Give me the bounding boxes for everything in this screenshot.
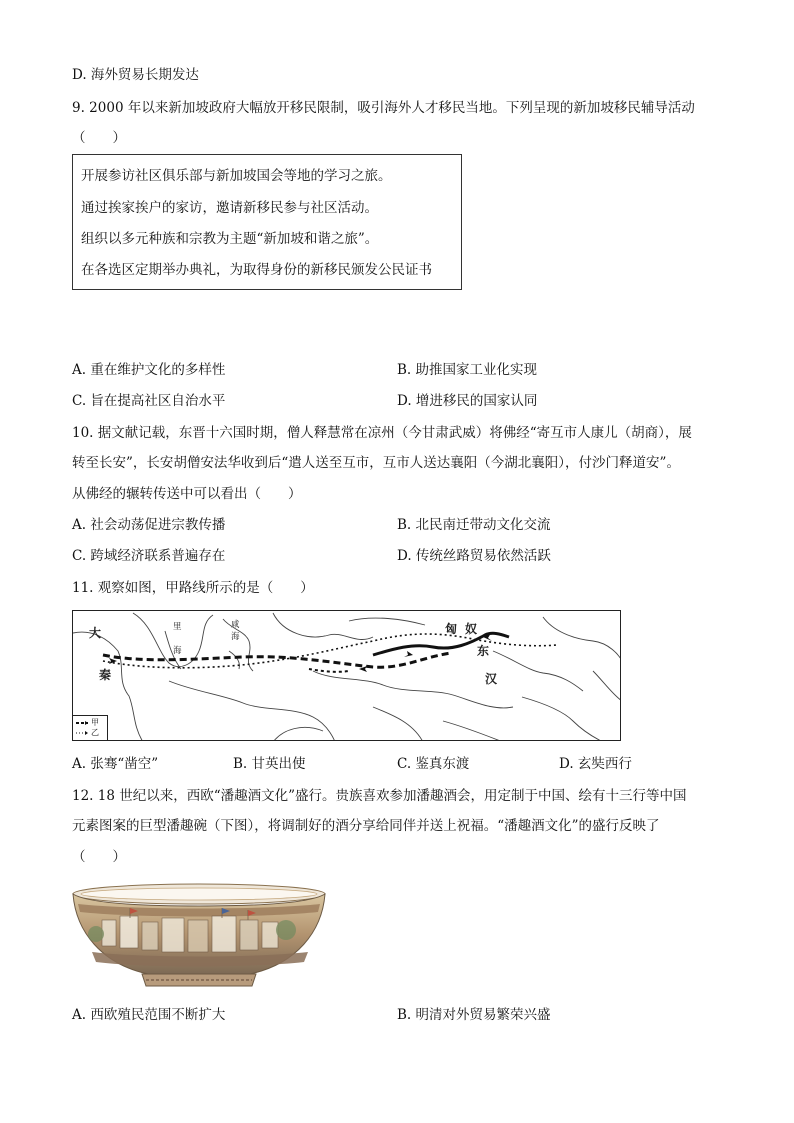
q9-box-line-4: 在各选区定期举办典礼，为取得身份的新移民颁发公民证书 [81,262,432,278]
legend-jia: 甲 [91,718,99,727]
map-label-xiong: 匈 [445,622,458,636]
q9-option-d: D. 增进移民的国家认同 [397,393,538,409]
q10-stem-line2: 转至长安”，长安胡僧安法华收到后“遣人送至互市，互市人送达襄阳（今湖北襄阳），付沙门释道安”。 [72,455,680,471]
q11-option-a: A. 张骞“凿空” [72,756,159,772]
punch-bowl-image [72,880,326,990]
map-label-nu: 奴 [465,622,478,636]
q8-option-d: D. 海外贸易长期发达 [72,67,199,83]
map-label-dong: 东 [477,644,490,658]
q12-stem-line2: 元素图案的巨型潘趣碗（下图），将调制好的酒分享给同伴并送上祝福。“潘趣酒文化”的盛行反映了 [72,818,660,834]
q9-box-line-2: 通过挨家挨户的家访，邀请新移民参与社区活动。 [81,200,378,216]
q9-option-b: B. 助推国家工业化实现 [397,362,538,378]
q10-option-b: B. 北民南迁带动文化交流 [397,517,551,533]
map-label-da: 大 [89,626,102,640]
q9-option-a: A. 重在维护文化的多样性 [72,362,226,378]
route-map [72,610,621,741]
q9-stem-line1: 9. 2000 年以来新加坡政府大幅放开移民限制，吸引海外人才移民当地。下列呈现的新加坡移民辅导活动 [72,100,695,116]
q10-option-a: A. 社会动荡促进宗教传播 [72,517,226,533]
q9-box-line-3: 组织以多元种族和宗教为主题“新加坡和谐之旅”。 [81,231,379,247]
q10-option-c: C. 跨域经济联系普遍存在 [72,548,226,564]
map-label-li: 里 [173,622,182,632]
q9-box-line-1: 开展参访社区俱乐部与新加坡国会等地的学习之旅。 [81,168,392,184]
q11-option-d: D. 玄奘西行 [559,756,632,772]
q10-stem-line3: 从佛经的辗转传送中可以看出（ ） [72,486,302,502]
q11-option-c: C. 鉴真东渡 [397,756,470,772]
map-legend [73,715,108,740]
map-label-han: 汉 [485,672,498,686]
q10-stem-line1: 10. 据文献记载，东晋十六国时期，僧人释慧常在凉州（今甘肃武威）将佛经“寄互市人康儿（胡商），展 [72,425,692,441]
q11-option-b: B. 甘英出使 [233,756,306,772]
q12-stem-line3: （ ） [72,849,126,865]
q12-stem-line1: 12. 18 世纪以来，西欧“潘趣酒文化”盛行。贵族喜欢参加潘趣酒会，用定制于中国、绘有十三行等中国 [72,788,687,804]
legend-yi: 乙 [91,728,99,737]
q10-option-d: D. 传统丝路贸易依然活跃 [397,548,551,564]
q11-stem: 11. 观察如图，甲路线所示的是（ ） [72,580,314,596]
q9-material-box [72,154,462,290]
map-drawing [73,611,621,741]
map-label-lake: 咸海 [231,620,240,642]
map-label-hai: 海 [173,646,182,656]
q12-option-a: A. 西欧殖民范围不断扩大 [72,1007,226,1023]
q9-option-c: C. 旨在提高社区自治水平 [72,393,226,409]
map-label-qin: 秦 [99,668,112,682]
q12-option-b: B. 明清对外贸易繁荣兴盛 [397,1007,551,1023]
q9-stem-line2: （ ） [72,130,126,146]
